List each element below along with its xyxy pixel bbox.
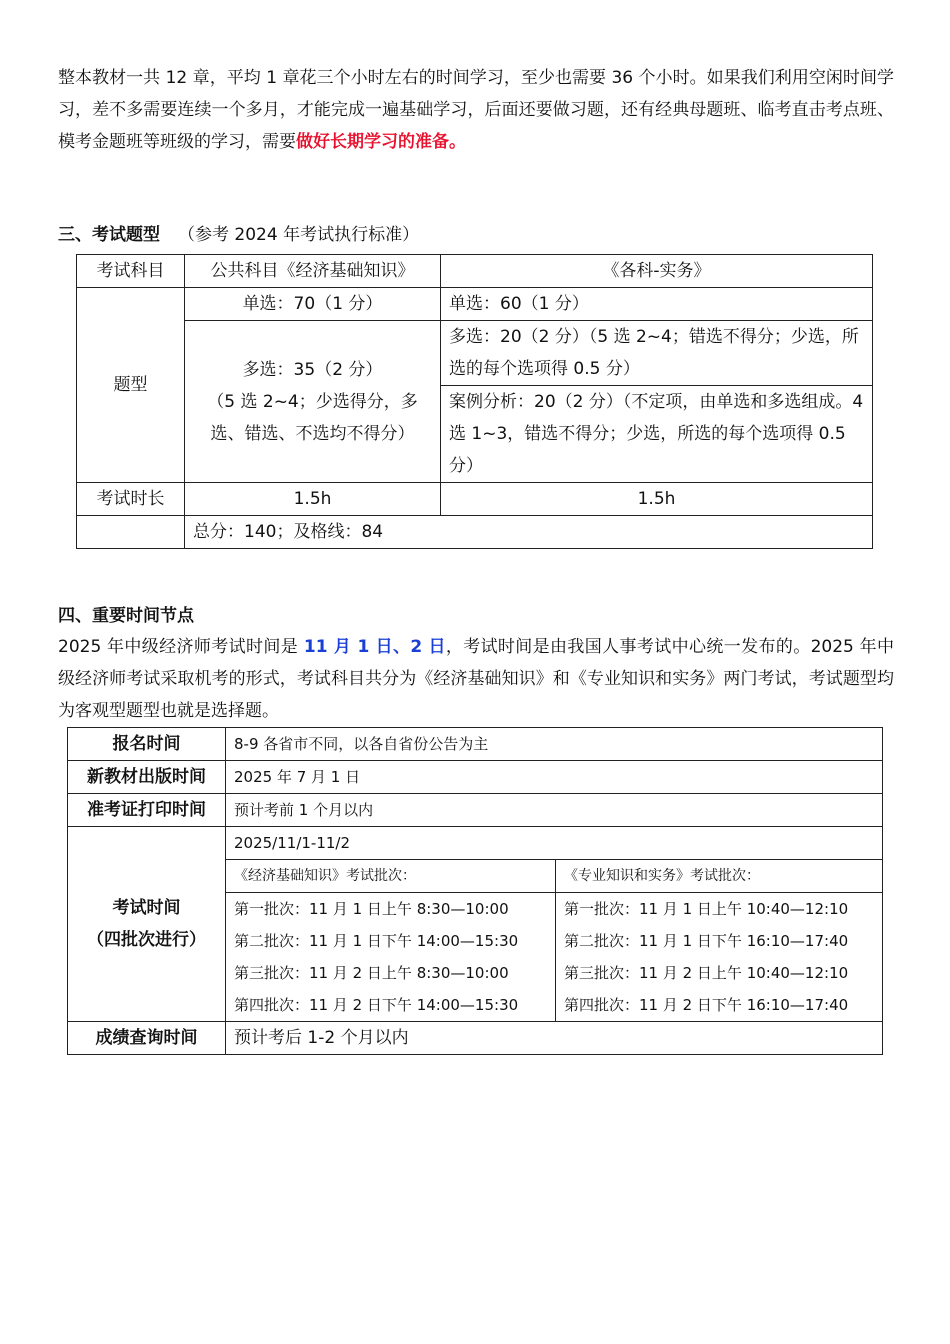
admission-label: 准考证打印时间 [68, 794, 226, 827]
section4-text-before: 2025 年中级经济师考试时间是 [58, 637, 304, 657]
practice-batch-1: 第一批次：11 月 1 日上午 10:40—12:10 [564, 900, 849, 918]
section3-heading [58, 220, 894, 250]
table-row [68, 728, 883, 761]
empty-cell [77, 516, 185, 549]
basic-batch-1: 第一批次：11 月 1 日上午 8:30—10:00 [234, 900, 509, 918]
practice-batches-header: 《专业知识和实务》考试批次： [556, 860, 883, 893]
duration-public: 1.5h [185, 483, 441, 516]
table-row [77, 321, 873, 386]
table-row [77, 483, 873, 516]
row-label-type: 题型 [77, 288, 185, 483]
multi-practice: 多选：20（2 分）（5 选 2~4；错选不得分；少选，所选的每个选项得 0.5 分） [441, 321, 873, 386]
section3-title: 三、考试题型 [58, 225, 160, 245]
textbook-label: 新教材出版时间 [68, 761, 226, 794]
intro-text: 整本教材一共 12 章，平均 1 章花三个小时左右的时间学习，至少也需要 36 个小时。如果我们利用空闲时间学习，差不多需要连续一个多月，才能完成一遍基础学习，后面还要做习题，还有经典母题班、临考直击考点班、模考金题班等班级的学习，需要 [58, 68, 894, 152]
row-label-duration: 考试时长 [77, 483, 185, 516]
case-practice: 案例分析：20（2 分）（不定项，由单选和多选组成。4 选 1~3，错选不得分；少选，所选的每个选项得 0.5 分） [441, 386, 873, 483]
signup-value: 8-9 各省市不同，以各自省份公告为主 [226, 728, 883, 761]
signup-label: 报名时间 [68, 728, 226, 761]
table-row [68, 761, 883, 794]
table-header-subject: 考试科目 [77, 255, 185, 288]
duration-practice: 1.5h [441, 483, 873, 516]
multi-public-line1: 多选：35（2 分） [242, 359, 383, 380]
exam-date-highlight: 11 月 1 日、2 日 [303, 637, 446, 657]
table-header-practice: 《各科-实务》 [441, 255, 873, 288]
score-value: 预计考后 1-2 个月以内 [226, 1022, 883, 1055]
multi-public-cell [185, 321, 441, 483]
basic-batches-header: 《经济基础知识》考试批次： [226, 860, 556, 893]
intro-highlight: 做好长期学习的准备。 [296, 132, 466, 152]
table-header-public: 公共科目《经济基础知识》 [185, 255, 441, 288]
practice-batch-3: 第三批次：11 月 2 日上午 10:40—12:10 [564, 964, 849, 982]
section4-text-after: ，考试时间是由我国人事考试中心统一发布的。2025 年中级经济师考试采取机考的形式，考试科目共分为《经济基础知识》和《专业知识和实务》两门考试，考试题型均为客观型题型也就是选择题。 [58, 637, 894, 721]
basic-batches [226, 893, 556, 1022]
basic-batch-4: 第四批次：11 月 2 日下午 14:00—15:30 [234, 996, 519, 1014]
exam-time-label-line2: （四批次进行） [87, 930, 206, 950]
total-score: 总分：140；及格线：84 [185, 516, 873, 549]
table-row [68, 827, 883, 860]
section4-paragraph [58, 631, 894, 727]
intro-paragraph [58, 62, 894, 158]
exam-time-label [68, 827, 226, 1022]
admission-value: 预计考前 1 个月以内 [226, 794, 883, 827]
table-row [68, 794, 883, 827]
exam-dates: 2025/11/1-11/2 [226, 827, 883, 860]
basic-batch-3: 第三批次：11 月 2 日上午 8:30—10:00 [234, 964, 509, 982]
textbook-value: 2025 年 7 月 1 日 [226, 761, 883, 794]
section3-note: （参考 2024 年考试执行标准） [178, 225, 420, 245]
score-label: 成绩查询时间 [68, 1022, 226, 1055]
practice-batch-4: 第四批次：11 月 2 日下午 16:10—17:40 [564, 996, 849, 1014]
table-row [68, 1022, 883, 1055]
exam-time-label-line1: 考试时间 [112, 898, 181, 918]
exam-type-table [76, 254, 873, 549]
single-practice: 单选：60（1 分） [441, 288, 873, 321]
table-row [77, 516, 873, 549]
practice-batches [556, 893, 883, 1022]
single-public: 单选：70（1 分） [185, 288, 441, 321]
document-page [58, 62, 894, 1055]
multi-public-line2: （5 选 2~4；少选得分，多选、错选、不选均不得分） [207, 391, 418, 444]
section4-heading: 四、重要时间节点 [58, 606, 194, 626]
table-row [77, 288, 873, 321]
timeline-table [67, 727, 883, 1055]
practice-batch-2: 第二批次：11 月 1 日下午 16:10—17:40 [564, 932, 849, 950]
basic-batch-2: 第二批次：11 月 1 日下午 14:00—15:30 [234, 932, 519, 950]
table-row [77, 255, 873, 288]
